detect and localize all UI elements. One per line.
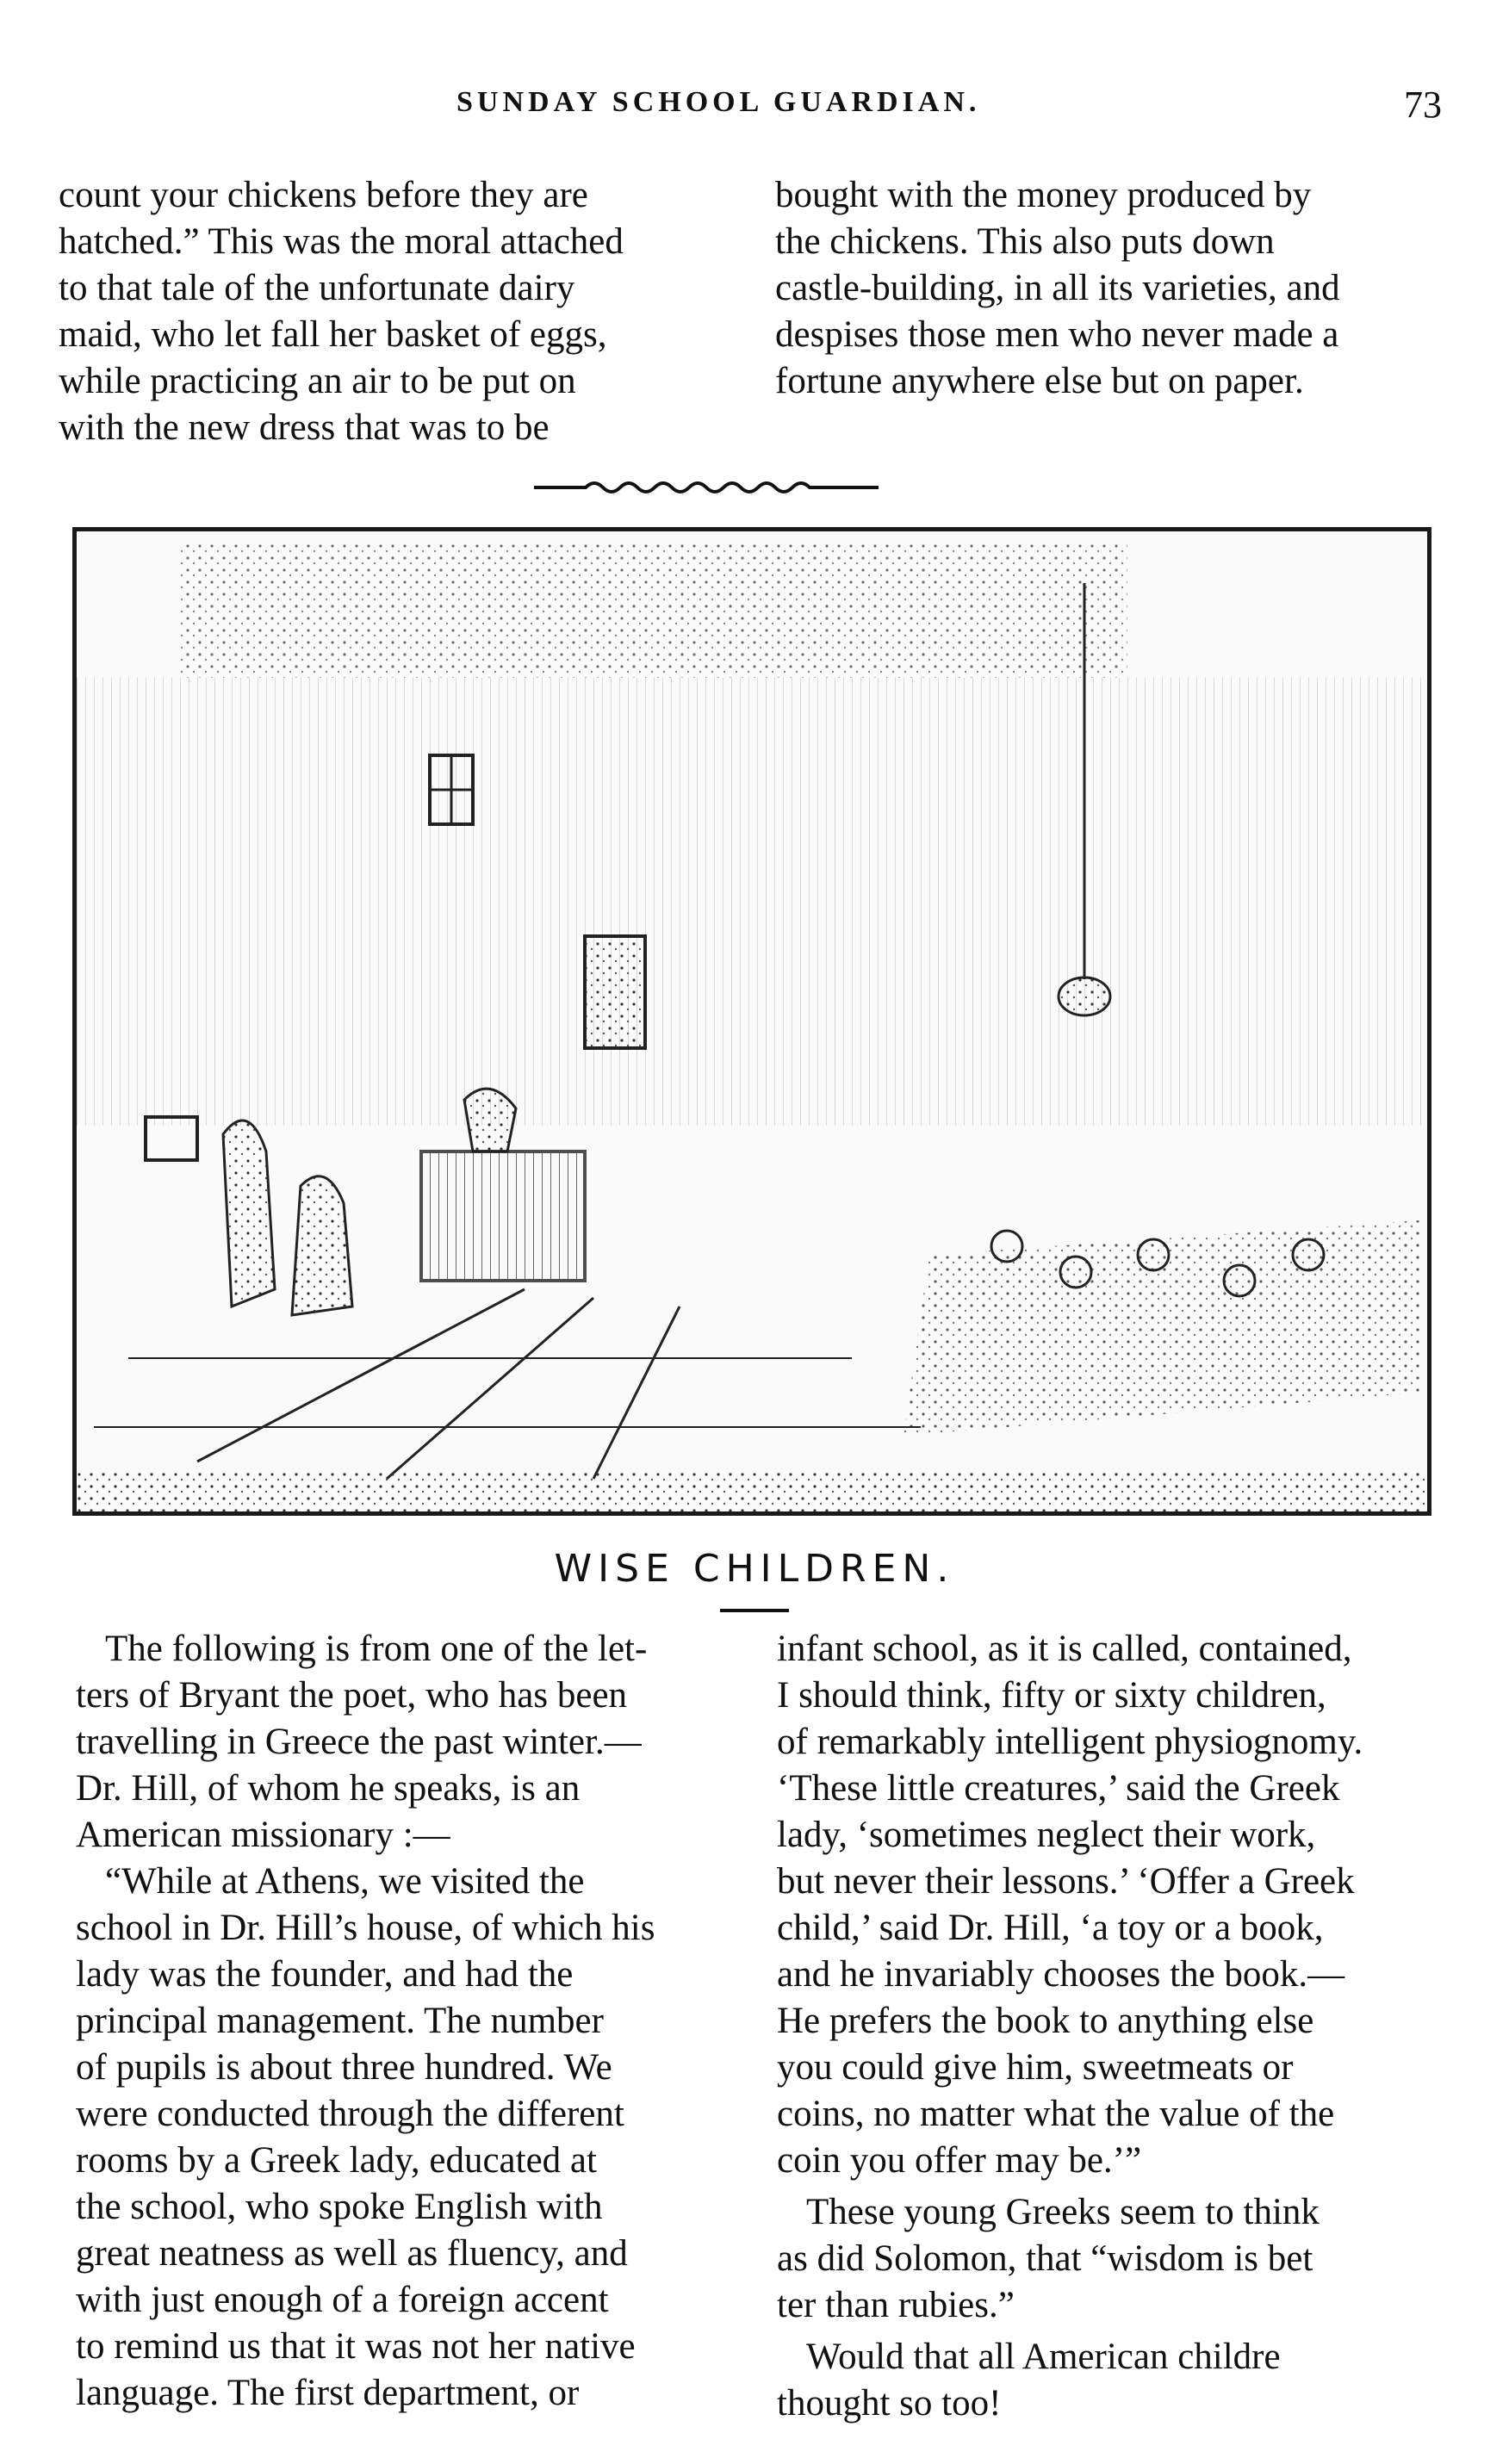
text-line: Would that all American childre xyxy=(806,2337,1281,2377)
text-line: child,’ said Dr. Hill, ‘a toy or a book, xyxy=(777,1908,1324,1948)
top-right-column xyxy=(775,172,1447,405)
text-line: to that tale of the unfortunate dairy xyxy=(59,268,575,308)
text-line: with the new dress that was to be xyxy=(59,407,550,448)
page-number: 73 xyxy=(1404,84,1442,126)
text-line: but never their lessons.’ ‘Offer a Greek xyxy=(777,1861,1355,1902)
text-line: you could give him, sweetmeats or xyxy=(777,2047,1294,2088)
text-line: coin you offer may be.’” xyxy=(777,2140,1142,2181)
text-line: were conducted through the different xyxy=(76,2094,624,2134)
text-line: the chickens. This also puts down xyxy=(775,221,1275,262)
text-line: “While at Athens, we visited the xyxy=(105,1861,585,1902)
text-line: school in Dr. Hill’s house, of which his xyxy=(76,1908,655,1948)
text-line: language. The first department, or xyxy=(76,2373,580,2413)
text-line: American missionary :— xyxy=(76,1815,450,1855)
text-line: ter than rubies.” xyxy=(777,2285,1015,2325)
title-underline xyxy=(720,1609,789,1612)
text-line: to remind us that it was not her native xyxy=(76,2326,636,2367)
paragraph xyxy=(777,2334,1445,2427)
text-line: lady was the founder, and had the xyxy=(76,1954,574,1995)
engraving-drawing xyxy=(77,531,1427,1511)
text-line: bought with the money produced by xyxy=(775,175,1312,215)
text-line: thought so too! xyxy=(777,2383,1002,2424)
text-line: rooms by a Greek lady, educated at xyxy=(76,2140,597,2181)
text-line: despises those men who never made a xyxy=(775,314,1339,355)
text-line: count your chickens before they are xyxy=(59,175,588,215)
section-title: WISE CHILDREN. xyxy=(554,1547,955,1591)
bottom-left-column xyxy=(76,1626,730,2417)
text-line: great neatness as well as fluency, and xyxy=(76,2233,628,2274)
text-line: while practicing an air to be put on xyxy=(59,361,576,401)
paragraph xyxy=(777,2189,1445,2329)
text-line: with just enough of a foreign accent xyxy=(76,2280,609,2320)
text-line: hatched.” This was the moral attached xyxy=(59,221,624,262)
text-line: maid, who let fall her basket of eggs, xyxy=(59,314,607,355)
text-line: I should think, fifty or sixty children, xyxy=(777,1675,1326,1716)
text-line: of remarkably intelligent physiognomy. xyxy=(777,1722,1363,1762)
text-line: infant school, as it is called, contained, xyxy=(777,1629,1352,1669)
paragraph xyxy=(76,1859,730,2417)
wavy-divider xyxy=(534,472,879,498)
text-line: the school, who spoke English with xyxy=(76,2187,603,2227)
text-line: and he invariably chooses the book.— xyxy=(777,1954,1345,1995)
text-line: ters of Bryant the poet, who has been xyxy=(76,1675,628,1716)
text-line: ‘These little creatures,’ said the Greek xyxy=(777,1768,1340,1809)
text-line: The following is from one of the let- xyxy=(105,1629,648,1669)
text-line: lady, ‘sometimes neglect their work, xyxy=(777,1815,1316,1855)
top-left-column xyxy=(59,172,722,451)
text-line: Dr. Hill, of whom he speaks, is an xyxy=(76,1768,581,1809)
text-line: as did Solomon, that “wisdom is bet xyxy=(777,2238,1313,2279)
text-line: travelling in Greece the past winter.— xyxy=(76,1722,642,1762)
running-head: SUNDAY SCHOOL GUARDIAN. xyxy=(456,86,981,118)
bottom-right-column xyxy=(777,1626,1445,2427)
school-room-engraving xyxy=(72,527,1431,1516)
text-line: principal management. The number xyxy=(76,2001,604,2041)
paragraph xyxy=(777,1626,1445,2184)
text-line: These young Greeks seem to think xyxy=(806,2192,1320,2232)
text-line: castle-building, in all its varieties, and xyxy=(775,268,1340,308)
text-line: He prefers the book to anything else xyxy=(777,2001,1314,2041)
text-line: of pupils is about three hundred. We xyxy=(76,2047,612,2088)
text-line: coins, no matter what the value of the xyxy=(777,2094,1335,2134)
paragraph xyxy=(76,1626,730,1859)
text-line: fortune anywhere else but on paper. xyxy=(775,361,1304,401)
